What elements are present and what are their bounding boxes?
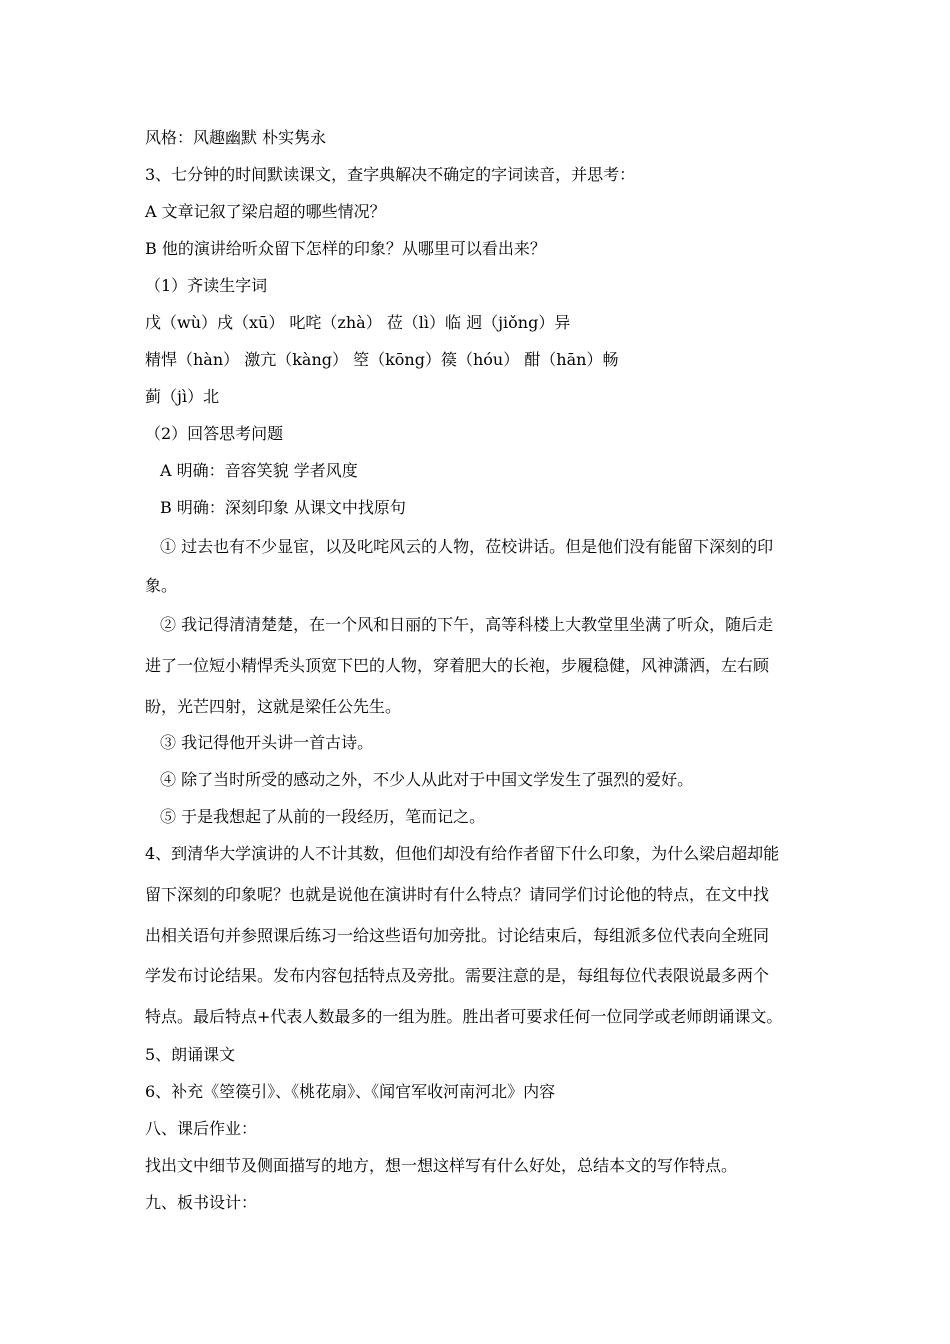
board-design-heading: 九、板书设计： [145, 1193, 258, 1212]
quote-2-line-1: ② 我记得清清楚楚，在一个风和日丽的下午，高等科楼上大教堂里坐满了听众，随后走 [160, 615, 774, 634]
answer-b: B 明确：深刻印象 从课文中找原句 [160, 498, 406, 517]
question-b: B 他的演讲给听众留下怎样的印象？从哪里可以看出来？ [145, 239, 546, 258]
homework-heading: 八、课后作业： [145, 1119, 258, 1138]
question-a: A 文章记叙了梁启超的哪些情况？ [145, 202, 386, 221]
step-4-line-1: 4、到清华大学演讲的人不计其数，但他们却没有给作者留下什么印象，为什么梁启超却能 [145, 844, 780, 863]
vocab-line-3: 蓟（jì）北 [145, 387, 220, 406]
step-4-line-2: 留下深刻的印象呢？也就是说他在演讲时有什么特点？请同学们讨论他的特点，在文中找 [145, 885, 770, 904]
quote-2-line-2: 进了一位短小精悍秃头顶宽下巴的人物，穿着肥大的长袍，步履稳健，风神潇洒，左右顾 [145, 656, 770, 675]
vocab-line-2: 精悍（hàn） 激亢（kàng） 箜（kōng）篌（hóu） 酣（hān）畅 [145, 350, 619, 369]
vocab-line-1: 戊（wù）戌（xū） 叱咤（zhà） 莅（lì）临 迥（jiǒng）异 [145, 313, 571, 332]
quote-1-line-1: ① 过去也有不少显宦，以及叱咤风云的人物，莅校讲话。但是他们没有能留下深刻的印 [160, 537, 774, 556]
quote-3: ③ 我记得他开头讲一首古诗。 [160, 733, 374, 752]
style-line: 风格：风趣幽默 朴实隽永 [145, 128, 327, 147]
quote-4: ④ 除了当时所受的感动之外，不少人从此对于中国文学发生了强烈的爱好。 [160, 770, 694, 789]
step-4-line-3: 出相关语句并参照课后练习一给这些语句加旁批。讨论结束后，每组派多位代表向全班同 [145, 926, 770, 945]
step-4-line-4: 学发布讨论结果。发布内容包括特点及旁批。需要注意的是，每组每位代表限说最多两个 [145, 966, 770, 985]
quote-1-line-2: 象。 [145, 576, 178, 595]
quote-5: ⑤ 于是我想起了从前的一段经历，笔而记之。 [160, 807, 486, 826]
homework-content: 找出文中细节及侧面描写的地方，想一想这样写有什么好处，总结本文的写作特点。 [145, 1156, 738, 1175]
step-3-heading: 3、七分钟的时间默读课文，查字典解决不确定的字词读音，并思考： [145, 165, 636, 184]
sub-heading-2: （2）回答思考问题 [145, 424, 284, 443]
quote-2-line-3: 盼，光芒四射，这就是梁任公先生。 [145, 697, 402, 716]
step-5: 5、朗诵课文 [145, 1045, 236, 1064]
sub-heading-1: （1）齐读生字词 [145, 276, 268, 295]
step-4-line-5: 特点。最后特点+代表人数最多的一组为胜。胜出者可要求任何一位同学或老师朗诵课文。 [145, 1007, 783, 1026]
step-6: 6、补充《箜篌引》、《桃花扇》、《闻官军收河南河北》内容 [145, 1082, 556, 1101]
answer-a: A 明确：音容笑貌 学者风度 [160, 461, 358, 480]
